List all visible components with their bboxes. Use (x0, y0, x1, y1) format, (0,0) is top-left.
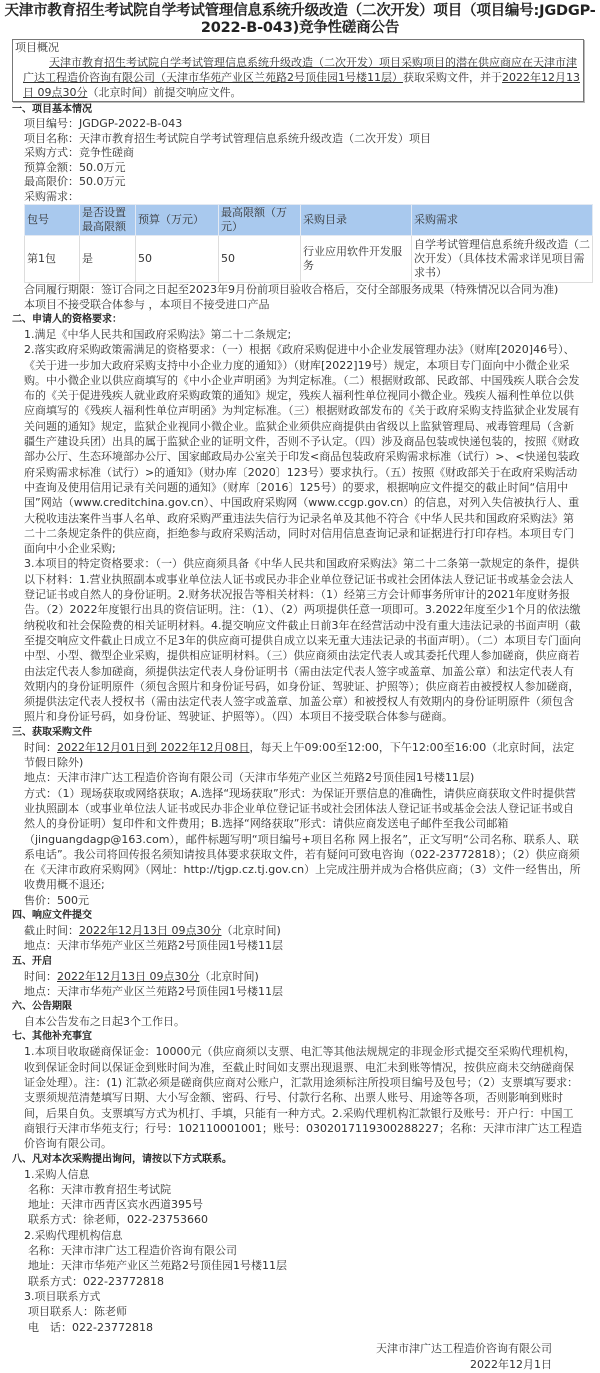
qualification-item-2: 2.落实政府采购政策需满足的资格要求：（一）根据《政府采购促进中小企业发展管理办法》（财库[2020]46号）、《关于进一步加大政府采购支持中小企业力度的通知》）（财库[2022]19号）规定，本项目专门面向中小微企业采购。中小微企业以供应商填写的《中小企业声明函》为判定标准。（二）根据财政部、民政部、中国残疾人联合会发布的《关于促进残疾人就业政府采购政策的通知》规定，残疾人福利性单位视同小微企业。残疾人福利性单位以供应商填写的《残疾人福利性单位声明函》为判定标准。（三）根据财政部发布的《关于政府采购支持监狱企业发展有关问题的通知》规定，监狱企业视同小微企业。监狱企业须供应商提供由省级以上监狱管理局、戒毒管理局（含新疆生产建设兵团）出具的属于监狱企业的证明文件，否则不予认定。（四）涉及商品包装或快递包装的，按照《财政部办公厅、生态环境部办公厅、国家邮政局办公室关于印发<商品包装政府采购需求标准（试行）>、<快递包装政府采购需求标准（试行）>的通知》（财办库〔2020〕123号）要求执行。（五）按照《财政部关于在政府采购活动中查询及使用信用记录有关问题的通知》（财库〔2016〕125号）的要求，根据响应文件提交的截止时间“信用中国”网站（www.creditchina.gov.cn）、中国政府采购网（www.ccgp.gov.cn）的信息，对列入失信被执行人、重大税收违法案件当事人名单、政府采购严重违法失信行为记录名单及其他不符合《中华人民共和国政府采购法》第二十二条规定条件的供应商，拒绝参与政府采购活动，同时对信用信息查询记录和证据进行打印存档。本项目专门面向中小企业采购; (24, 343, 580, 556)
field-requirements (0, 190, 600, 205)
opening-time-value: 2022年12月13日 09点30分 (57, 969, 200, 983)
field-max-price (0, 175, 600, 190)
section-1-heading: 一、项目基本情况 (12, 104, 92, 115)
field-value: 竞争性磋商 (79, 146, 134, 159)
time-label: 时间： (24, 740, 57, 754)
opening-place: 地点：天津市华苑产业区兰苑路2号顶佳园1号楼11层 (24, 984, 283, 998)
contract-period: 合同履行期限：签订合同之日起至2023年9月份前项目验收合格后，交付全部服务成果（特殊情况以合同为准) (24, 283, 559, 296)
section-4-heading: 四、响应文件提交 (12, 909, 92, 921)
field-label: 最高限价： (24, 175, 79, 188)
submission-deadline (0, 923, 600, 938)
contact-line: 名称：天津市津广达工程造价咨询有限公司 (28, 1244, 237, 1258)
cell-catalog: 行业应用软件开发服务 (301, 236, 412, 283)
header-budget: 预算（万元） (136, 205, 219, 236)
section-6-heading: 六、公告期限 (12, 1001, 72, 1013)
header-max-limit: 最高限额（万元） (219, 205, 301, 236)
contact-line: 地址：天津市西青区宾水西道395号 (28, 1198, 203, 1212)
contact-line: 联系方式：022-23772818 (28, 1274, 164, 1288)
time-end: 2022年12月08日 (157, 740, 250, 754)
field-label: 项目编号： (24, 117, 79, 130)
contact-purchaser (0, 1167, 600, 1228)
contact-group-title: 1.采购人信息 (24, 1167, 90, 1181)
acquire-method: 方式：（1）现场获取或网络获取；A.选择“现场获取”形式：为保证开票信息的准确性，请供应商获取文件时提供营业执照副本（或事业单位法人证书或民办非企业单位登记证书或社会团体法人登记证书或基金会法人登记证书或自然人的身份证明）复印件和文件费用；B.选择“网络获取”形式：请供应商发送电子邮件至我公司邮箱（jinguangdagp@163.com），邮件标题写明“项目编号+项目名称 网上报名”，正文写明“公司名称、联系人、联系电话”。我公司将回传报名须知请按具体要求获取文件，若有疑问可致电咨询（022-23772818）；（2）供应商须在《天津市政府采购网》（网址：http://tjgp.cz.tj.gov.cn）上完成注册并成为合格供应商；（3）文件一经售出，所收费用概不退还; (24, 786, 581, 892)
overview-box (12, 39, 584, 102)
field-procurement-method (0, 146, 600, 161)
acquire-place: 地点：天津市津广达工程造价咨询有限公司（天津市华苑产业区兰苑路2号顶佳园1号楼11层) (24, 771, 475, 785)
field-value: 天津市教育招生考试院自学考试管理信息系统升级改造（二次开发）项目 (79, 131, 431, 145)
cell-budget: 50 (136, 236, 219, 283)
opening-time-post: （北京时间) (199, 969, 259, 983)
qualification-item-1: 1.满足《中华人民共和国政府采购法》第二十二条规定; (24, 328, 292, 341)
section-2-heading: 二、申请人的资格要求： (12, 314, 122, 325)
contact-line: 名称：天津市教育招生考试院 (28, 1182, 171, 1196)
cell-package: 第1包 (25, 236, 80, 283)
cell-requirement: 自学考试管理信息系统升级改造（二次开发）（具体技术需求详见项目需求书） (412, 236, 593, 283)
header-catalog: 采购目录 (301, 205, 412, 236)
field-project-name (0, 132, 600, 147)
deadline-value: 2022年12月13日 09点30分 (79, 923, 222, 937)
acquire-time (0, 740, 600, 771)
deadline-post: （北京时间) (221, 923, 281, 937)
overview-deadline-link[interactable]: 2022年12月13日 09点30分 (23, 71, 580, 99)
opening-time-label: 时间： (24, 969, 57, 983)
overview-mid: 获取采购文件，并于 (403, 71, 502, 84)
field-label: 采购方式： (24, 146, 79, 159)
time-separator: 到 (146, 740, 157, 754)
signature-date: 2022年12月1日 (470, 1357, 552, 1371)
cell-has-limit: 是 (80, 236, 136, 283)
field-label: 采购需求： (24, 189, 79, 203)
supplementary-matters: 1.本项目收取磋商保证金：10000元（供应商须以支票、电汇等其他法规规定的非现金形式提交至采购代理机构，收到保证金时间以保证金到账时间为准，至截止时间如支票出现退票、电汇未到账等情况，按供应商未交纳磋商保证金处理）。注：(1) 汇款必须是磋商供应商对公账户，汇款用途须标注所投项目编号及包号；（2）支票填写要求：支票须规范清楚填写日期、大小写金额、密码、行号、付款行名称、出票人账号、用途等各项，否则影响到账时间，后果自负。支票填写方式为机打、手填，只能有一种方式。2.采购代理机构汇款银行及账号：开户行：中国工商银行天津市华苑支行；行号：102110001001；账号：0302017119300288227；名称：天津市津广达工程造价咨询有限公司。 (24, 1045, 582, 1151)
contact-group-title: 3.项目联系方式 (24, 1289, 101, 1303)
contact-line: 电 话：022-23772818 (28, 1320, 153, 1334)
contact-project (0, 1289, 600, 1335)
overview-post: （北京时间）前提交响应文件。 (87, 86, 242, 99)
section-8-heading: 八、凡对本次采购提出询问，请按以下方式联系。 (12, 1153, 232, 1165)
field-label: 预算金额： (24, 160, 79, 174)
signature-block (0, 1341, 600, 1373)
field-budget (0, 161, 600, 176)
table-row (25, 236, 593, 283)
table-header-row (25, 205, 593, 236)
overview-location-link[interactable]: 天津市津广达工程造价咨询有限公司（天津市华苑产业区兰苑路2号顶佳园1号楼11层） (23, 56, 577, 84)
section-5-heading: 五、开启 (12, 955, 52, 967)
announcement-period: 自本公告发布之日起3个工作日。 (24, 1015, 185, 1029)
contact-line: 地址：天津市华苑产业区兰苑路2号顶佳园1号楼11层 (28, 1259, 287, 1273)
cell-max-limit: 50 (219, 236, 301, 283)
overview-intro: 天津市教育招生考试院自学考试管理信息系统升级改造（二次开发）项目采购项目的潜在供应商应在 (49, 56, 533, 69)
contact-line: 项目联系人：陈老师 (28, 1305, 127, 1319)
consortium-note: 本项目不接受联合体参与 ，本项目不接受进口产品 (24, 297, 270, 311)
qualification-item-3: 3.本项目的特定资格要求：（一）供应商须具备《中华人民共和国政府采购法》第二十二条第一款规定的条件，提供以下材料：1.营业执照副本或事业单位法人证书或民办非企业单位登记证书或社会团体法人登记证书或基金会法人登记证书或自然人的身份证明。2.财务状况报告等相关材料：（1）经第三方会计师事务所审计的2021年度财务报告。（2）2022年度银行出具的资信证明。注：（1）、（2）两项提供任意一项即可。3.2022年度至少1个月的依法缴纳税收和社会保险费的相关证明材料。4.提交响应文件截止日前3年在经营活动中没有重大违法记录的书面声明（截至提交响应文件截止日成立不足3年的供应商可提供自成立以来无重大违法记录的书面声明）。（二）本项目专门面向中型、小型、微型企业采购，提供相应证明材料。（三）供应商须由法定代表人或其委托代理人参加磋商，供应商若由法定代表人参加磋商，须提供法定代表人身份证明书（需由法定代表人签字或盖章、加盖公章）和法定代表人有效期内的身份证明原件（须包含照片和身份证号码，如身份证、驾驶证、护照等）；供应商若由被授权人参加磋商，须提供法定代表人授权书（需由法定代表人签字或盖章、加盖公章）和被授权人有效期内的身份证明原件（须包含照片和身份证号码，如身份证、驾驶证、护照等）。（四）本项目不接受联合体参与磋商。 (24, 557, 581, 724)
deadline-label: 截止时间： (24, 923, 79, 937)
field-value: JGDGP-2022-B-043 (79, 117, 183, 130)
project-info (0, 117, 600, 204)
submission-place: 地点：天津市华苑产业区兰苑路2号顶佳园1号楼11层 (24, 939, 283, 953)
overview-text (15, 55, 581, 100)
contact-line: 联系方式：徐老师，022-23753660 (28, 1213, 208, 1227)
time-post: ，每天上午09:00至12:00，下午12:00至16:00（北京时间，法定节假日除外) (24, 740, 575, 770)
header-has-limit: 是否设置最高限额 (80, 205, 136, 236)
contact-group-title: 2.采购代理机构信息 (24, 1228, 123, 1242)
section-3-heading: 三、获取采购文件 (12, 726, 92, 738)
page-title: 天津市教育招生考试院自学考试管理信息系统升级改造（二次开发）项目（项目编号:JGDGP-2022-B-043)竞争性磋商公告 (4, 3, 596, 36)
overview-label: 项目概况 (15, 41, 59, 54)
header-package: 包号 (25, 205, 80, 236)
time-start: 2022年12月01日 (57, 740, 146, 754)
field-project-number (0, 117, 600, 132)
document-price: 售价：500元 (24, 893, 89, 907)
header-requirement: 采购需求 (412, 205, 593, 236)
field-value: 50.0万元 (79, 175, 126, 188)
contact-agency (0, 1228, 600, 1289)
field-label: 项目名称： (24, 131, 79, 145)
field-value: 50.0万元 (79, 160, 126, 174)
signature-org: 天津市津广达工程造价咨询有限公司 (376, 1341, 552, 1355)
requirements-table (24, 204, 593, 283)
section-7-heading: 七、其他补充事宜 (12, 1031, 92, 1043)
opening-time (0, 969, 600, 984)
